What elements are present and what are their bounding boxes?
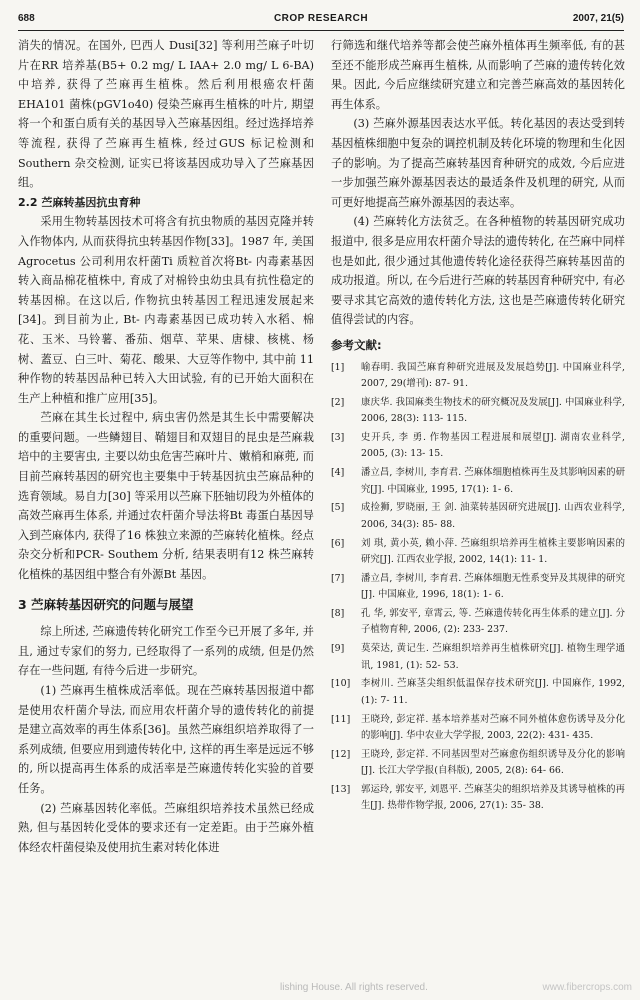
reference-text: 潘立昌, 李树川, 李育君. 苎麻体细胞植株再生及其影响因素的研究[J]. 中国麻业, 1995, 17(1): 1- 6. <box>361 467 625 495</box>
reference-item <box>331 536 625 569</box>
reference-number: [1] <box>331 361 345 373</box>
site-watermark: www.fibercrops.com <box>542 982 632 993</box>
section-heading-2-2: 2.2 苎麻转基因抗虫育种 <box>18 195 141 209</box>
reference-item <box>331 360 625 393</box>
paragraph: 综上所述, 苎麻遗传转化研究工作至今已开展了多年, 并且, 通过专家们的努力, 已经取得了一系列的成绩, 但是仍然存在一些问题, 有待今后进一步研究。 <box>18 625 314 678</box>
reference-item <box>331 606 625 639</box>
reference-item <box>331 712 625 745</box>
paragraph: (2) 苎麻基因转化率低。苎麻组织培养技术虽然已经成熟, 但与基因转化受体的要求还有一定差距。由于苎麻外植体经农杆菌侵染及使用抗生素对转化体进 <box>18 801 314 854</box>
page-number: 688 <box>18 13 35 24</box>
left-column <box>18 36 314 857</box>
reference-item <box>331 430 625 463</box>
reference-item <box>331 676 625 709</box>
footer-watermark <box>0 982 640 998</box>
paragraph: 行筛选和继代培养等都会使苎麻外植体再生频率低, 有的甚至还不能形成苎麻再生植株, 从而影响了苎麻的遗传转化效果。因此, 今后应继续研究建立和完善苎麻高效的基因转化再生体系。 <box>331 39 625 111</box>
reference-number: [8] <box>331 607 345 619</box>
references-heading: 参考文献: <box>331 337 382 352</box>
section-heading-3: 3 苎麻转基因研究的问题与展望 <box>18 596 194 612</box>
reference-number: [13] <box>331 783 351 795</box>
reference-text: 喻春明. 我国苎麻育种研究进展及发展趋势[J]. 中国麻业科学, 2007, 29(增刊): 87- 91. <box>361 361 625 389</box>
reference-number: [6] <box>331 537 345 549</box>
reference-item <box>331 641 625 674</box>
reference-text: 史开兵, 李 勇. 作物基因工程进展和展望[J]. 湖南农业科学, 2005, (3): 13- 15. <box>361 431 625 460</box>
paragraph: (4) 苎麻转化方法贫乏。在各种植物的转基因研究成功报道中, 很多是应用农杆菌介导法的遗传转化, 在苎麻中同样也是如此, 很少通过其他遗传转化途径获得苎麻转基因苗的成功报道。所以, 在今后进行苎麻的转基因育种研究中, 有必要寻求其它高效的遗传转化方法, 这也是苎麻遗传转化研究值得尝试的内容。 <box>331 215 625 327</box>
reference-number: [5] <box>331 502 345 514</box>
paragraph: (3) 苎麻外源基因表达水平低。转化基因的表达受到转基因植株细胞中复杂的调控机制及转化环境的物理和生化因子的影响。为了提高苎麻转基因育种研究的成效, 今后应进一步加强苎麻外源基因表达的最适条件及机理的研究, 从而可更好地提高苎麻外源基因的表达率。 <box>331 117 625 209</box>
reference-text: 潘立昌, 李树川, 李育君. 苎麻体细胞无性系变异及其规律的研究[J]. 中国麻业, 1996, 18(1): 1- 6. <box>361 572 625 601</box>
reference-item <box>331 571 625 604</box>
reference-number: [11] <box>331 713 351 725</box>
reference-number: [7] <box>331 572 345 584</box>
reference-text: 李树川. 苎麻茎尖组织低温保存技术研究[J]. 中国麻作, 1992, (1): 7- 11. <box>361 678 625 706</box>
right-column <box>331 36 625 817</box>
volume-info: 2007, 21(5) <box>572 13 624 24</box>
reference-number: [9] <box>331 643 345 655</box>
journal-title: CROP RESEARCH <box>273 13 369 24</box>
reference-text: 康庆华. 我国麻类生物技术的研究概况及发展[J]. 中国麻业科学, 2006, 28(3): 113- 115. <box>361 396 625 425</box>
reference-number: [3] <box>331 431 345 443</box>
reference-text: 郭运玲, 郭安平, 刘恩平. 苎麻茎尖的组织培养及其诱导植株的再生[J]. 热带作物学报, 2006, 27(1): 35- 38. <box>361 783 625 812</box>
reference-number: [12] <box>331 748 351 760</box>
reference-item <box>331 395 625 428</box>
reference-text: 王晓玲, 彭定祥. 不同基因型对苎麻愈伤组织诱导及分化的影响[J]. 长江大学学报(自科版), 2005, 2(8): 64- 66. <box>361 748 625 777</box>
reference-item <box>331 782 625 815</box>
reference-text: 王晓玲, 彭定祥. 基本培养基对苎麻不同外植体愈伤诱导及分化的影响[J]. 华中农业大学学报, 2003, 22(2): 431- 435. <box>361 713 625 741</box>
reference-number: [2] <box>331 396 345 408</box>
running-header <box>18 10 624 31</box>
publisher-watermark: lishing House. All rights reserved. <box>280 982 428 993</box>
reference-list <box>331 360 625 815</box>
reference-item <box>331 500 625 533</box>
paragraph: 苎麻在其生长过程中, 病虫害仍然是其生长中需要解决的重要问题。一些鳞翅目、鞘翅目和双翅目的昆虫是苎麻栽培中的主要害虫, 主要以幼虫危害苎麻叶片、嫩梢和麻蔸, 而目前苎麻转基因的研究也主要集中于转基因抗虫苎麻品种的选育领域。易自力[30] 等采用以苎麻下胚轴切段为外植体的高效苎麻再生体系, 并通过农杆菌介导法将Bt 毒蛋白基因导入到苎麻体内, 获得了16 株独立来源的苎麻转化植株。经点杂交分析和PCR- Southem 分析, 结果表明有12 株苎麻转化植株的基因组中整合有外源Bt 基因。 <box>18 411 314 582</box>
reference-text: 刘 琪, 黄小英, 赖小萍. 苎麻组织培养再生植株主要影响因素的研究[J]. 江西农业学报, 2002, 14(1): 11- 1. <box>361 537 625 565</box>
reference-text: 孔 华, 郭安平, 章霄云, 等. 苎麻遗传转化再生体系的建立[J]. 分子植物育种, 2006, (2): 233- 237. <box>361 607 625 636</box>
reference-text: 莫荣达, 黄记生. 苎麻组织培养再生植株研究[J]. 植物生理学通讯, 1981, (1): 52- 53. <box>361 643 625 671</box>
paragraph: 消失的情况。在国外, 巴西人 Dusi[32] 等利用苎麻子叶切片在RR 培养基(B5+ 0.2 mg/ L IAA+ 2.0 mg/ L 6-BA) 中培养, 获得了苎麻再生植株。然后利用根癌农杆菌EHA101 菌株(pGV1o40) 侵染苎麻再生植株的叶片, 期望将一个和蛋白质有关的基因导入苎麻基因组。经过选择培养等流程, 获得了苎麻再生植株, 经过GUS 标记检测和Southern 杂交检测, 证实已将该基因成功导入了苎麻基因组。 <box>18 39 314 190</box>
reference-number: [10] <box>331 678 351 690</box>
reference-text: 成捡狮, 罗晓丽, 王 剑. 油菜转基因研究进展[J]. 山西农业科学, 2006, 34(3): 85- 88. <box>361 502 625 530</box>
reference-item <box>331 465 625 498</box>
reference-item <box>331 747 625 780</box>
paragraph: 采用生物转基因技术可将含有抗虫物质的基因克隆并转入作物体内, 从而获得抗虫转基因作物[33]。1987 年, 美国 Agrocetus 公司利用农杆菌Ti 质粒首次将Bt- 内毒素基因转入商品棉花植株中, 育成了对棉铃虫幼虫具有抗性稳定的转基因棉。在这以后, 作物抗虫转基因工程迅速发展起来[34]。到目前为止, Bt- 内毒素基因已成功转入水稻、棉花、玉米、马铃薯、番茄、烟草、苹果、唐棣、核桃、杨树、蓋豆、白三叶、菊花、酸果、大豆等作物中, 其中前 11 种作物的转基因品种已转入大田试验, 有的已开始大面积在生产上种植和推广应用[35]。 <box>18 215 314 405</box>
reference-number: [4] <box>331 467 345 479</box>
paragraph: (1) 苎麻再生植株成活率低。现在苎麻转基因报道中都是使用农杆菌介导法, 而应用农杆菌介导的遗传转化的前提是建立高效率的再生体系[36]。虽然苎麻组织培养取得了一系列成绩, 但要应用到遗传转化中, 这样的再生率是远远不够的, 所以提高再生体系的成活率是苎麻遗传转化实验的首要任务。 <box>18 684 314 795</box>
